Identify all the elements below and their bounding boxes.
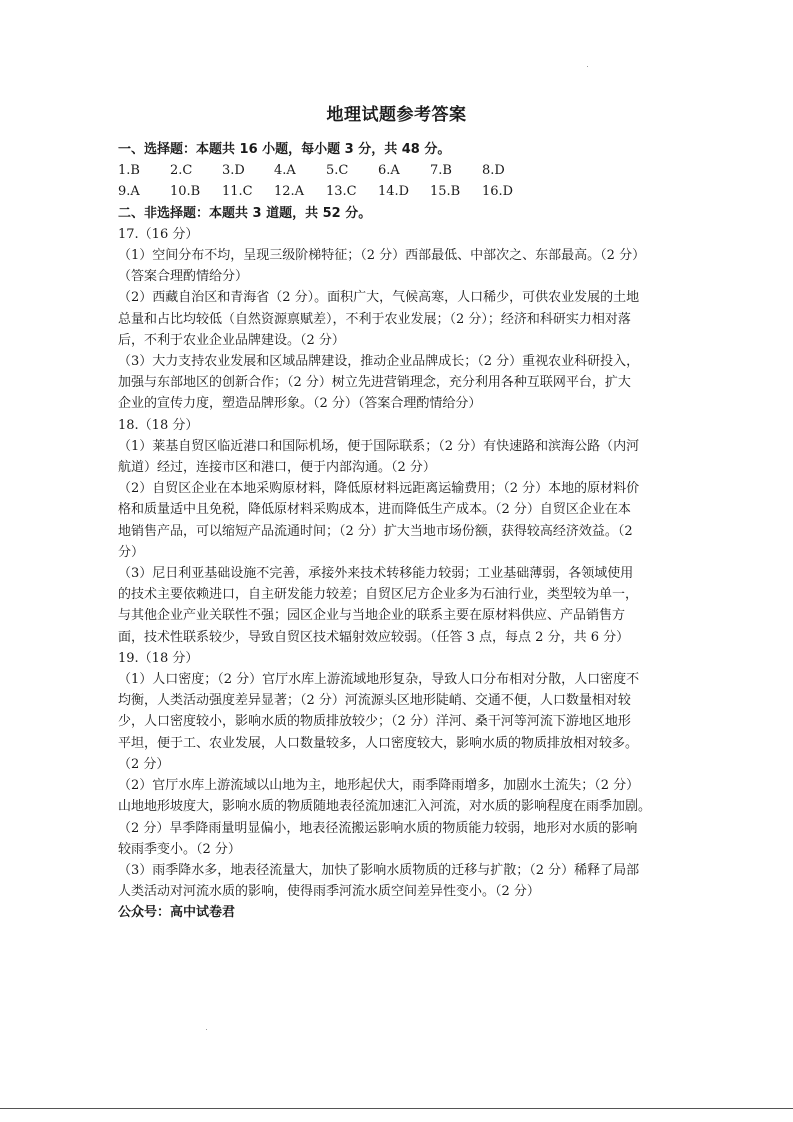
- choice-answer: 5.C: [326, 163, 349, 179]
- answer-line: （2 分）旱季降雨量明显偏小，地表径流搬运影响水质的物质能力较弱，地形对水质的影响: [118, 820, 638, 836]
- answer-line: （2）自贸区企业在本地采购原材料，降低原材料远距离运输费用；（2 分）本地的原材料价: [118, 481, 640, 497]
- answer-line: （3）尼日利亚基础设施不完善，承接外来技术转移能力较弱；工业基础薄弱，各领域使用: [118, 566, 634, 582]
- answer-line: 面，技术性联系较少，导致自贸区技术辐射效应较弱。（任答 3 点，每点 2 分，共 6 分）: [118, 629, 630, 645]
- question-17-label: 17.（16 分）: [118, 226, 199, 242]
- answer-line: 均衡，人类活动强度差异显著；（2 分）河流源头区地形陡峭、交通不便，人口数量相对较: [118, 693, 631, 709]
- answer-line: （答案合理酌情给分）: [118, 269, 249, 285]
- answer-line: 较雨季变小。（2 分）: [118, 841, 241, 857]
- choice-answer: 16.D: [482, 184, 514, 200]
- choice-answers-row-1: [118, 160, 688, 181]
- choice-answers-row-2: [118, 181, 688, 202]
- section1-heading: 一、选择题：本题共 16 小题，每小题 3 分，共 48 分。: [118, 142, 451, 157]
- answer-line: （3）雨季降水多，地表径流量大，加快了影响水质物质的迁移与扩散；（2 分）稀释了局部: [118, 862, 640, 878]
- section2-heading: 二、非选择题：本题共 3 道题，共 52 分。: [118, 205, 372, 221]
- question-19-label: 19.（18 分）: [118, 650, 199, 666]
- answer-line: 地销售产品，可以缩短产品流通时间；（2 分）扩大当地市场份额，获得较高经济效益。（2: [118, 523, 633, 539]
- scan-speck: [587, 66, 588, 67]
- answer-line: 人类活动对河流水质的影响，使得雨季河流水质空间差异性变小。（2 分）: [118, 884, 540, 900]
- page-bottom-edge: [0, 1108, 793, 1109]
- choice-answer: 11.C: [222, 184, 253, 200]
- choice-answer: 7.B: [430, 163, 452, 179]
- answer-line: （2）官厅水库上游流域以山地为主，地形起伏大，雨季降雨增多，加剧水土流失；（2 分）: [118, 778, 640, 794]
- answer-line: 分）: [118, 544, 145, 560]
- answer-line: 山地地形坡度大，影响水质的物质随地表径流加速汇入河流，对水质的影响程度在雨季加剧。: [118, 799, 652, 815]
- answer-line: （1）空间分布不均，呈现三级阶梯特征；（2 分）西部最低、中部次之、东部最高。（2 分）: [118, 248, 646, 264]
- answer-line: 与其他企业产业关联性不强；园区企业与当地企业的联系主要在原材料供应、产品销售方: [118, 608, 626, 624]
- choice-answer: 4.A: [274, 163, 296, 179]
- answer-content: [118, 139, 688, 924]
- choice-answer: 6.A: [378, 163, 400, 179]
- answer-line: 加强与东部地区的创新合作；（2 分）树立先进营销理念，充分利用各种互联网平台，扩大: [118, 375, 631, 391]
- answer-line: 少，人口密度较小，影响水质的物质排放较少；（2 分）洋河、桑干河等河流下游地区地形: [118, 714, 631, 730]
- answer-line: 企业的宣传力度，塑造品牌形象。（2 分）（答案合理酌情给分）: [118, 396, 482, 412]
- choice-answer: 10.B: [170, 184, 201, 200]
- choice-answer: 2.C: [170, 163, 193, 179]
- choice-answer: 14.D: [378, 184, 410, 200]
- answer-line: （2 分）: [118, 756, 170, 772]
- answer-line: （1）人口密度；（2 分）官厅水库上游流域地形复杂，导致人口分布相对分散，人口密度不: [118, 672, 640, 688]
- page-title: 地理试题参考答案: [326, 105, 467, 125]
- choice-answer: 12.A: [274, 184, 305, 200]
- answer-line: 的技术主要依赖进口，自主研发能力较差；自贸区尼方企业多为石油行业，类型较为单一，: [118, 587, 639, 603]
- answer-line: 平坦，便于工、农业发展，人口数量较多，人口密度较大，影响水质的物质排放相对较多。: [118, 735, 639, 751]
- answer-line: 总量和占比均较低（自然资源禀赋差），不利于农业发展；（2 分）；经济和科研实力相对落: [118, 311, 631, 327]
- answer-line: 格和质量适中且免税，降低原材料采购成本，进而降低生产成本。（2 分）自贸区企业在本: [118, 502, 631, 518]
- answer-line: （2）西藏自治区和青海省（2 分）。面积广大，气候高寒，人口稀少，可供农业发展的土地: [118, 290, 640, 306]
- footer-note: 公众号：高中试卷君: [118, 905, 236, 921]
- answer-line: 后，不利于农业企业品牌建设。（2 分）: [118, 332, 345, 348]
- choice-answer: 15.B: [430, 184, 461, 200]
- choice-answer: 13.C: [326, 184, 357, 200]
- answer-line: 航道）经过，连接市区和港口，便于内部沟通。（2 分）: [118, 460, 436, 476]
- answer-line: （1）莱基自贸区临近港口和国际机场，便于国际联系；（2 分）有快速路和滨海公路（内河: [118, 438, 640, 454]
- choice-answer: 1.B: [118, 163, 140, 179]
- choice-answer: 8.D: [482, 163, 505, 179]
- choice-answer: 3.D: [222, 163, 245, 179]
- scan-speck: [206, 1029, 207, 1030]
- question-18-label: 18.（18 分）: [118, 417, 199, 433]
- choice-answer: 9.A: [118, 184, 140, 200]
- answer-line: （3）大力支持农业发展和区域品牌建设，推动企业品牌成长；（2 分）重视农业科研投入，: [118, 354, 640, 370]
